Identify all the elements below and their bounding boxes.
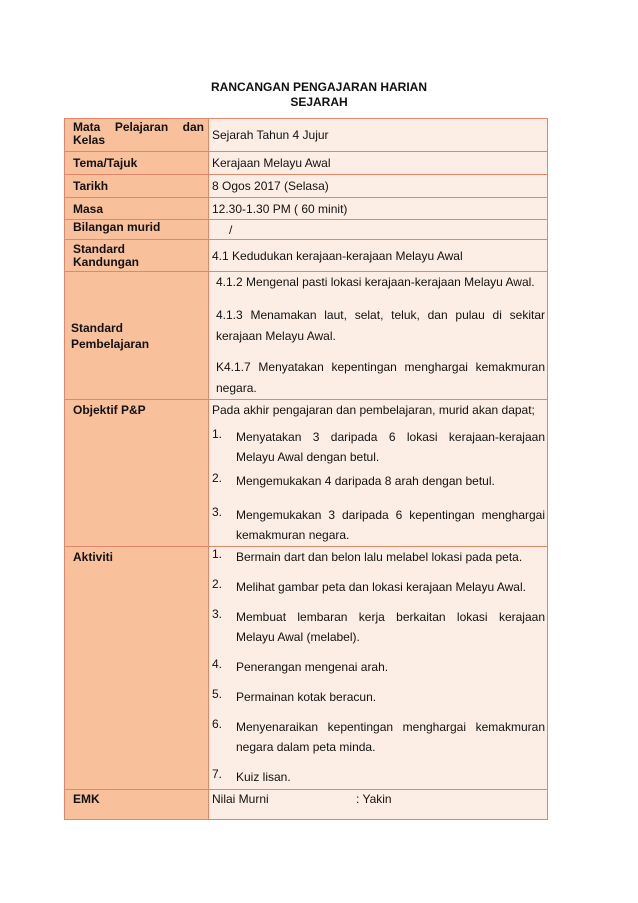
item-text: Menyenaraikan kepentingan menghargai kemakmuran negara dalam peta minda. — [236, 720, 545, 754]
item-text: Bermain dart dan belon lalu melabel lokasi pada peta. — [236, 550, 523, 564]
bilangan-value: / — [229, 223, 233, 237]
item-number: 4. — [212, 657, 223, 671]
label-cell — [65, 175, 209, 198]
emk-value-left: Nilai Murni — [212, 792, 269, 806]
list-item — [212, 607, 545, 647]
objektif-intro: Pada akhir pengajaran dan pembelajaran, murid akan dapat; — [212, 403, 535, 417]
title-line-1: RANCANGAN PENGAJARAN HARIAN — [210, 80, 427, 94]
label-cell — [65, 272, 209, 400]
value-cell — [209, 175, 548, 198]
item-number: 1. — [212, 547, 223, 561]
tarikh-label: Tarikh — [73, 179, 109, 193]
list-item — [212, 577, 545, 597]
sk-label-line2: Kandungan — [73, 254, 139, 269]
document-title — [0, 80, 638, 110]
item-number: 2. — [212, 577, 223, 591]
masa-label: Masa — [73, 201, 104, 216]
sk-label-line1: Standard — [73, 241, 126, 256]
row-standard-pembelajaran — [65, 272, 548, 400]
row-objektif — [65, 400, 548, 547]
sk-value: 4.1 Kedudukan kerajaan-kerajaan Melayu Awal — [212, 248, 463, 263]
aktiviti-list — [212, 547, 545, 787]
value-cell — [209, 272, 548, 400]
item-number: 7. — [212, 767, 223, 781]
value-cell — [209, 220, 548, 240]
list-item — [212, 547, 545, 567]
item-text: Melihat gambar peta dan lokasi kerajaan Melayu Awal. — [236, 580, 526, 594]
sp-item-412: 4.1.2 Mengenal pasti lokasi kerajaan-kerajaan Melayu Awal. — [216, 275, 535, 289]
tema-value: Kerajaan Melayu Awal — [212, 156, 331, 170]
label-cell — [65, 198, 209, 220]
list-item — [212, 717, 545, 757]
row-mata-pelajaran — [65, 119, 548, 152]
item-number: 3. — [212, 607, 223, 621]
value-cell — [209, 152, 548, 175]
label-cell — [65, 400, 209, 547]
value-cell — [209, 400, 548, 547]
row-tarikh — [65, 175, 548, 198]
row-tema — [65, 152, 548, 175]
item-number: 5. — [212, 687, 223, 701]
item-text: Mengemukakan 3 daripada 6 kepentingan menghargai kemakmuran negara. — [236, 508, 545, 542]
list-item — [212, 505, 545, 545]
row-bilangan-murid — [65, 220, 548, 240]
mata-label-line1: Mata Pelajaran dan — [73, 120, 204, 134]
sp-item-k417: K4.1.7 Menyatakan kepentingan menghargai kemakmuran negara. — [216, 360, 545, 395]
value-cell — [209, 119, 548, 152]
tema-label: Tema/Tajuk — [73, 156, 138, 170]
tarikh-value: 8 Ogos 2017 (Selasa) — [212, 179, 329, 193]
label-cell — [65, 152, 209, 175]
item-number: 2. — [212, 471, 223, 485]
sp-item-413: 4.1.3 Menamakan laut, selat, teluk, dan pulau di sekitar kerajaan Melayu Awal. — [216, 308, 545, 343]
item-text: Mengemukakan 4 daripada 8 arah dengan betul. — [236, 474, 495, 488]
sp-label-line1: Standard — [71, 320, 124, 335]
label-cell — [65, 790, 209, 820]
title-line-2: SEJARAH — [290, 95, 348, 109]
label-cell — [65, 547, 209, 790]
label-cell — [65, 119, 209, 152]
item-number: 6. — [212, 717, 223, 731]
sp-label-line2: Pembelajaran — [71, 336, 150, 351]
item-number: 3. — [212, 505, 223, 519]
masa-value: 12.30-1.30 PM ( 60 minit) — [212, 201, 348, 216]
item-text: Permainan kotak beracun. — [236, 690, 377, 704]
list-item — [212, 767, 545, 787]
value-cell — [209, 198, 548, 220]
value-cell — [209, 547, 548, 790]
row-standard-kandungan — [65, 240, 548, 272]
row-emk — [65, 790, 548, 820]
value-cell — [209, 240, 548, 272]
list-item — [212, 471, 545, 491]
aktiviti-label: Aktiviti — [73, 550, 114, 564]
item-text: Penerangan mengenai arah. — [236, 660, 389, 674]
value-cell — [209, 790, 548, 820]
item-text: Menyatakan 3 daripada 6 lokasi kerajaan-kerajaan Melayu Awal dengan betul. — [236, 430, 545, 464]
item-number: 1. — [212, 427, 223, 441]
item-text: Kuiz lisan. — [236, 770, 291, 784]
lesson-plan-table — [64, 118, 548, 820]
list-item — [212, 657, 545, 677]
list-item — [212, 427, 545, 467]
emk-value-right: : Yakin — [356, 792, 392, 806]
mata-value: Sejarah Tahun 4 Jujur — [212, 128, 329, 142]
emk-label: EMK — [73, 792, 100, 806]
row-masa — [65, 198, 548, 220]
row-aktiviti — [65, 547, 548, 790]
label-cell — [65, 240, 209, 272]
mata-label-line2: Kelas — [73, 133, 106, 147]
objektif-label: Objektif P&P — [73, 403, 146, 417]
objektif-list — [212, 427, 545, 545]
item-text: Membuat lembaran kerja berkaitan lokasi kerajaan Melayu Awal (melabel). — [236, 610, 545, 644]
bilangan-label: Bilangan murid — [73, 220, 161, 234]
label-cell — [65, 220, 209, 240]
list-item — [212, 687, 545, 707]
